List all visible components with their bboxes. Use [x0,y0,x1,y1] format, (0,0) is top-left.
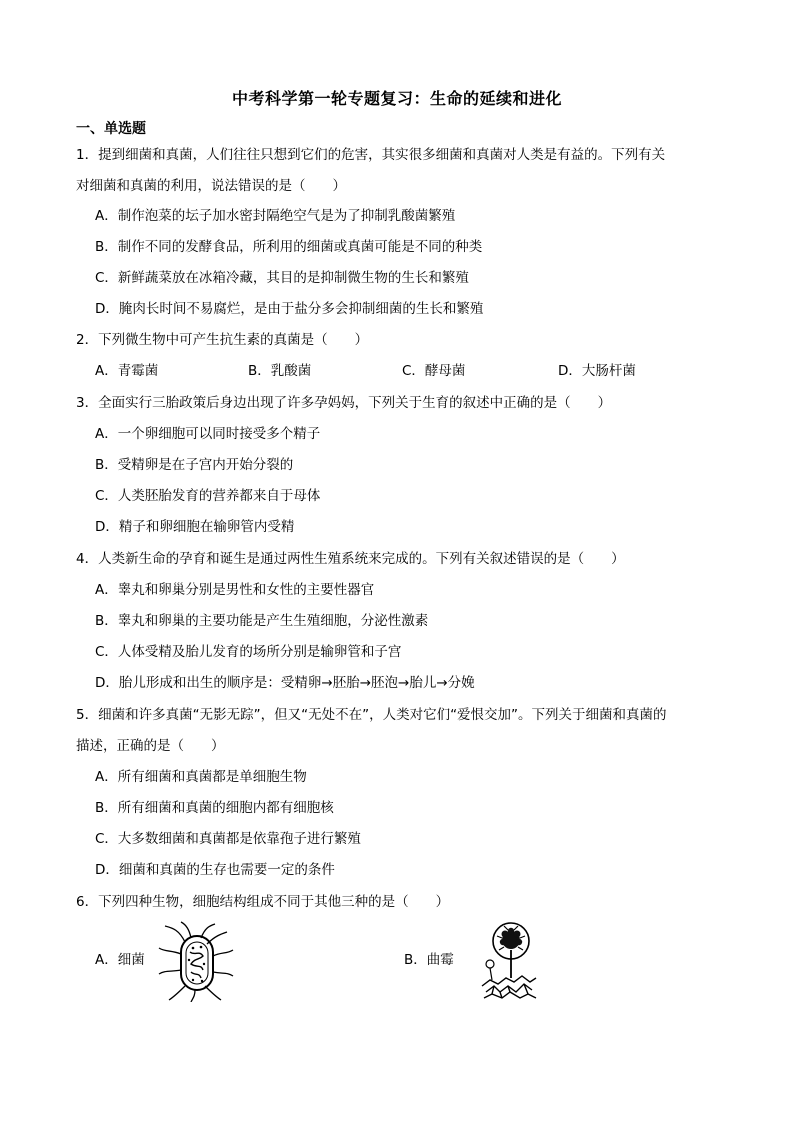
question-3-line-1: 3．全面实行三胎政策后身边出现了许多孕妈妈，下列关于生育的叙述中正确的是（ ） [76,395,612,411]
question-1-option-d[interactable]: D．腌肉长时间不易腐烂，是由于盐分多会抑制细菌的生长和繁殖 [95,301,484,317]
question-4-option-b[interactable]: B．睾丸和卵巢的主要功能是产生生殖细胞，分泌性激素 [95,613,429,629]
question-4-option-d[interactable]: D．胎儿形成和出生的顺序是：受精卵→胚胎→胚泡→胎儿→分娩 [95,675,475,691]
question-2-option-a[interactable]: A．青霉菌 [95,363,159,379]
question-1-option-a[interactable]: A．制作泡菜的坛子加水密封隔绝空气是为了抑制乳酸菌繁殖 [95,208,456,224]
question-5-option-a[interactable]: A．所有细菌和真菌都是单细胞生物 [95,769,307,785]
question-6-option-a[interactable]: A．细菌 [95,952,145,968]
bacterium-drawing-icon [155,920,235,1002]
question-1-option-c[interactable]: C．新鲜蔬菜放在冰箱冷藏，其目的是抑制微生物的生长和繁殖 [95,270,469,286]
question-4-option-c[interactable]: C．人体受精及胎儿发育的场所分别是输卵管和子宫 [95,644,402,660]
question-3-option-d[interactable]: D．精子和卵细胞在输卵管内受精 [95,519,295,535]
question-5-line-2: 描述，正确的是（ ） [76,738,225,754]
page-title: 中考科学第一轮专题复习：生命的延续和进化 [231,89,562,108]
question-3-option-a[interactable]: A．一个卵细胞可以同时接受多个精子 [95,426,321,442]
question-5-option-b[interactable]: B．所有细菌和真菌的细胞内都有细胞核 [95,800,334,816]
question-2-line-1: 2．下列微生物中可产生抗生素的真菌是（ ） [76,332,369,348]
question-6-line-1: 6．下列四种生物，细胞结构组成不同于其他三种的是（ ） [76,894,450,910]
question-2-option-b[interactable]: B．乳酸菌 [248,363,312,379]
question-4-option-a[interactable]: A．睾丸和卵巢分别是男性和女性的主要性器官 [95,582,375,598]
question-5-line-1: 5．细菌和许多真菌“无影无踪”，但又“无处不在”，人类对它们“爱恨交加”。下列关于细菌和真菌的 [76,707,667,723]
question-1-line-1: 1．提到细菌和真菌，人们往往只想到它们的危害，其实很多细菌和真菌对人类是有益的。下列有关 [76,147,666,163]
section-heading: 一、单选题 [76,121,146,137]
question-6-option-b[interactable]: B．曲霉 [404,952,454,968]
question-2-option-d[interactable]: D．大肠杆菌 [558,363,636,379]
question-3-option-c[interactable]: C．人类胚胎发育的营养都来自于母体 [95,488,321,504]
question-1-option-b[interactable]: B．制作不同的发酵食品，所利用的细菌或真菌可能是不同的种类 [95,239,483,255]
question-5-option-c[interactable]: C．大多数细菌和真菌都是依靠孢子进行繁殖 [95,831,361,847]
question-1-line-2: 对细菌和真菌的利用，说法错误的是（ ） [76,178,346,194]
question-4-line-1: 4．人类新生命的孕育和诞生是通过两性生殖系统来完成的。下列有关叙述错误的是（ ） [76,551,625,567]
aspergillus-drawing-icon [478,920,540,1000]
question-3-option-b[interactable]: B．受精卵是在子宫内开始分裂的 [95,457,294,473]
question-5-option-d[interactable]: D．细菌和真菌的生存也需要一定的条件 [95,862,335,878]
question-2-option-c[interactable]: C．酵母菌 [402,363,466,379]
